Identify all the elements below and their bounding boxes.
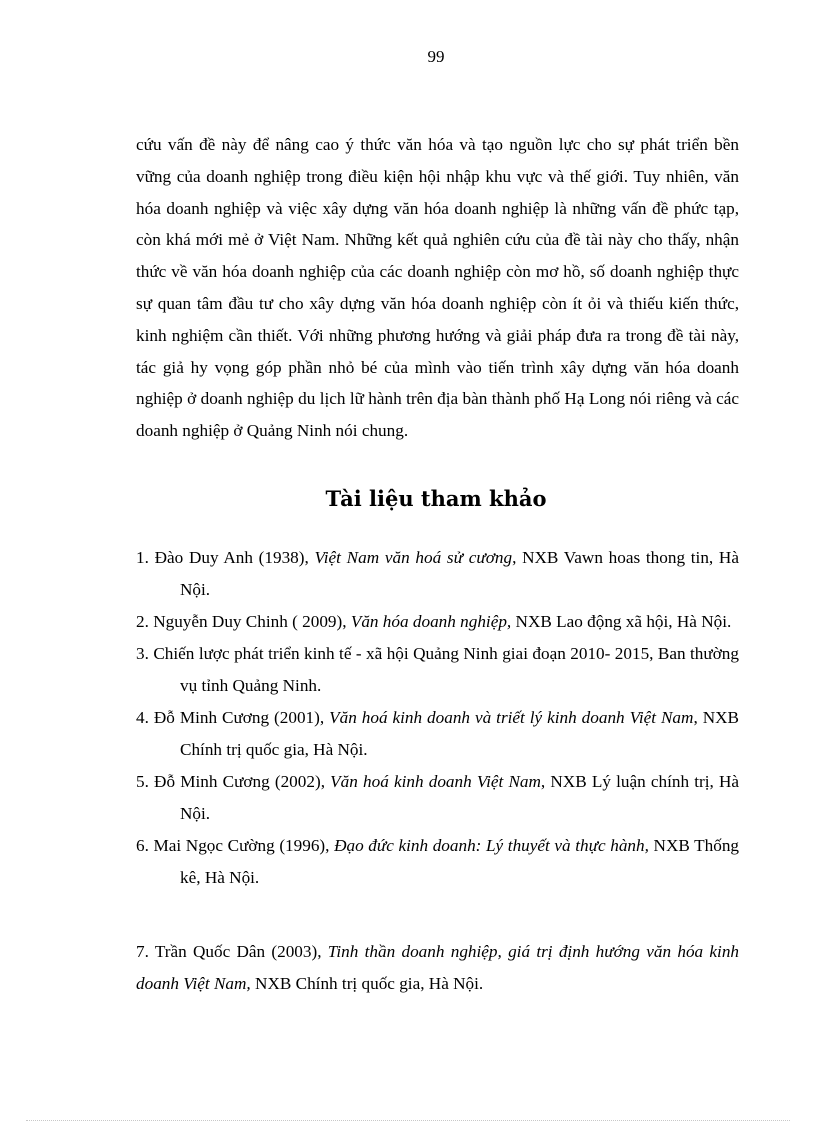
reference-lead: 2. Nguyễn Duy Chinh ( 2009), — [136, 612, 351, 631]
reference-tail: NXB Chính trị quốc gia, Hà Nội. — [250, 974, 484, 993]
reference-lead: 4. Đỗ Minh Cương (2001), — [136, 708, 330, 727]
body-paragraph: cứu vấn đề này để nâng cao ý thức văn hóa và tạo nguồn lực cho sự phát triển bền vững của doanh nghiệp trong điều kiện hội nhập khu vực và thế giới. Tuy nhiên, văn hóa doanh nghiệp và việc xây dựng văn hóa doanh nghiệp là những vấn đề phức tạp, còn khá mới mẻ ở Việt Nam. Những kết quả nghiên cứu của đề tài này cho thấy, nhận thức về văn hóa doanh nghiệp của các doanh nghiệp còn mơ hồ, số doanh nghiệp thực sự quan tâm đầu tư cho xây dựng văn hóa doanh nghiệp còn ít ỏi và thiếu kiến thức, kinh nghiệm cần thiết. Với những phương hướng và giải pháp đưa ra trong đề tài này, tác giả hy vọng góp phần nhỏ bé của mình vào tiến trình xây dựng văn hóa doanh nghiệp ở doanh nghiệp du lịch lữ hành trên địa bàn thành phố Hạ Long nói riêng và các doanh nghiệp ở Quảng Ninh nói chung. — [136, 135, 739, 441]
reference-tail: , NXB Chính trị quốc gia, Hà Nội. — [180, 708, 739, 759]
reference-title: Việt Nam văn hoá sử cương — [314, 548, 513, 567]
page-number: 99 — [427, 47, 445, 66]
reference-lead: 3. Chiến lược phát triển kinh tế - xã hội Quảng Ninh giai đoạn 2010- 2015, Ban thường vụ tỉnh Quảng Ninh. — [136, 644, 739, 695]
reference-title: Văn hóa doanh nghiệp, — [350, 612, 512, 631]
reference-title: Văn hoá kinh doanh và triết lý kinh doanh Việt Nam — [329, 708, 694, 727]
reference-title: Đạo đức kinh doanh: Lý thuyết và thực hành, — [334, 836, 649, 855]
reference-lead: 7. Trần Quốc Dân (2003), — [136, 942, 328, 961]
reference-item — [136, 702, 739, 766]
reference-item — [136, 766, 739, 830]
reference-item — [136, 542, 739, 606]
reference-item — [136, 606, 739, 638]
reference-lead: 5. Đỗ Minh Cương (2002), — [136, 772, 331, 791]
reference-item — [136, 936, 739, 1000]
reference-title: Tinh thần doanh nghiệp, giá trị định hướng văn hóa kinh doanh Việt Nam, — [136, 942, 740, 993]
reference-item — [136, 638, 739, 702]
reference-lead: 1. Đào Duy Anh (1938), — [136, 548, 315, 567]
reference-lead: 6. Mai Ngọc Cường (1996), — [136, 836, 335, 855]
references-heading: Tài liệu tham khảo — [325, 486, 547, 511]
reference-tail: , NXB Lý luận chính trị, Hà Nội. — [180, 772, 739, 823]
reference-tail: , NXB Vawn hoas thong tin, Hà Nội. — [180, 548, 739, 599]
reference-list — [136, 542, 739, 894]
reference-tail: NXB Lao động xã hội, Hà Nội. — [511, 612, 732, 631]
reference-tail: NXB Thống kê, Hà Nội. — [180, 836, 740, 887]
reference-list-continued — [136, 936, 739, 1000]
page-bottom-divider — [26, 1120, 790, 1121]
reference-item — [136, 830, 739, 894]
reference-title: Văn hoá kinh doanh Việt Nam — [330, 772, 541, 791]
